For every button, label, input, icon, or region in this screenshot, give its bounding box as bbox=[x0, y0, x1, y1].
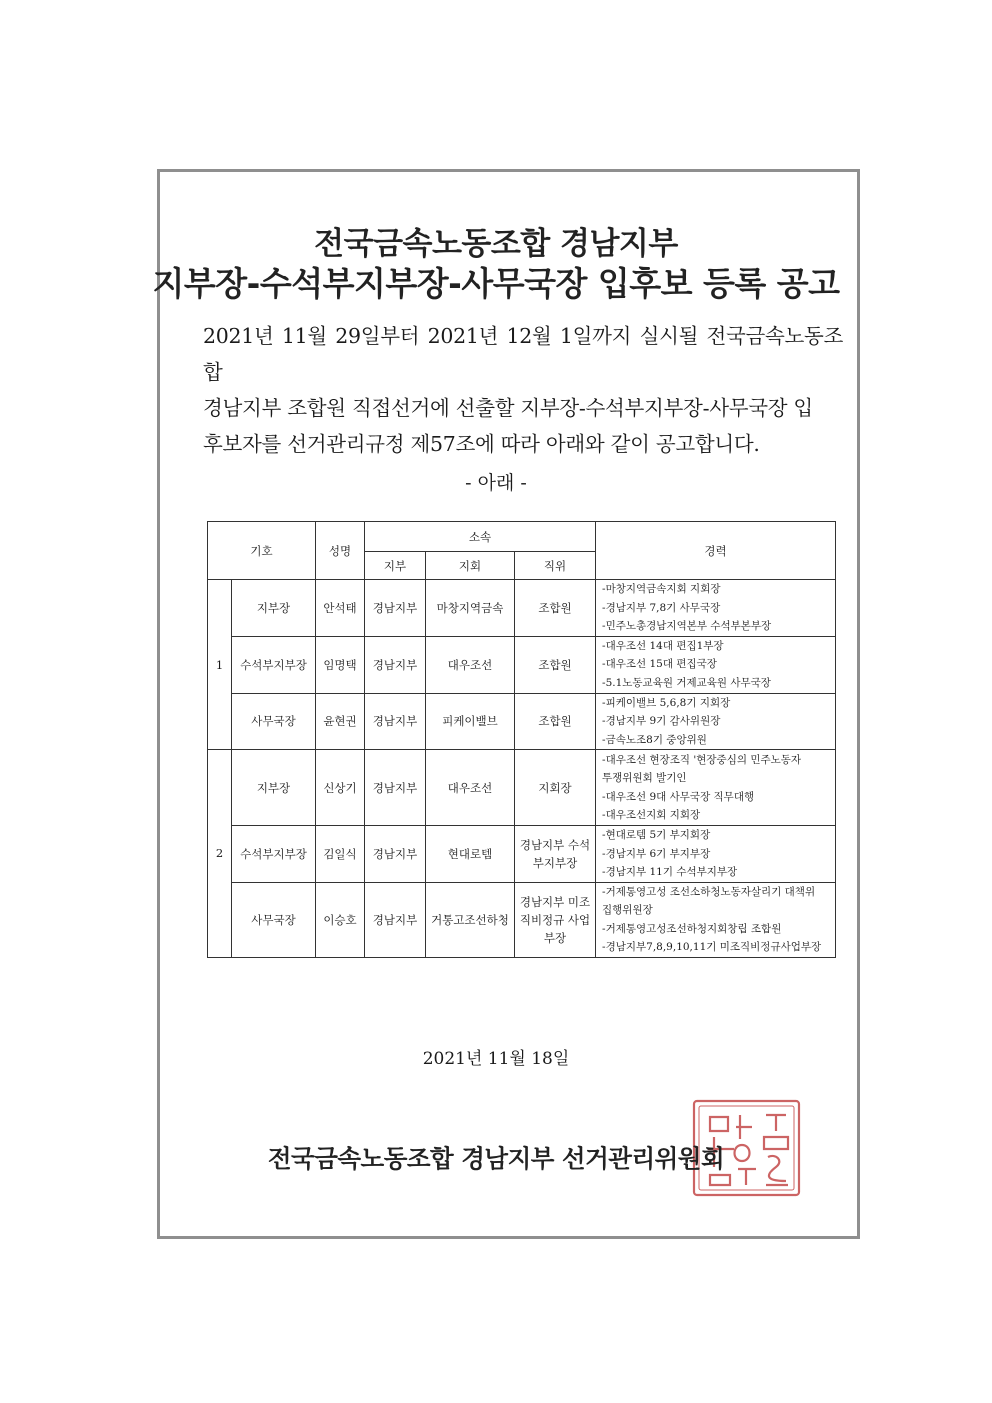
career-line: -경남지부7,8,9,10,11기 미조직비정규사업부장 bbox=[602, 941, 822, 953]
name-cell: 안석태 bbox=[316, 580, 365, 637]
chapter-cell: 마창지역금속 bbox=[426, 580, 515, 637]
role-cell: 지부장 bbox=[232, 580, 316, 637]
chapter-cell: 거통고조선하청 bbox=[426, 882, 515, 957]
position-cell: 경남지부 수석부지부장 bbox=[515, 826, 596, 883]
name-cell: 신상기 bbox=[316, 750, 365, 826]
chapter-cell: 현대로템 bbox=[426, 826, 515, 883]
candidate-number: 1 bbox=[208, 580, 232, 750]
name-cell: 이승호 bbox=[316, 882, 365, 957]
table-row bbox=[208, 693, 836, 750]
career-line: -경남지부 6기 부지부장 bbox=[602, 847, 711, 860]
career-line: -대우조선지회 지회장 bbox=[602, 809, 701, 821]
header-name: 성명 bbox=[316, 522, 365, 580]
name-cell: 김일식 bbox=[316, 826, 365, 883]
career-line: -경남지부 9기 감사위원장 bbox=[602, 715, 721, 727]
branch-cell: 경남지부 bbox=[365, 826, 426, 883]
branch-cell: 경남지부 bbox=[365, 750, 426, 826]
role-cell: 사무국장 bbox=[232, 693, 316, 750]
role-cell: 수석부지부장 bbox=[232, 826, 316, 883]
table-row bbox=[208, 580, 836, 637]
header-number: 기호 bbox=[208, 522, 316, 580]
career-line: -민주노총경남지역본부 수석부본부장 bbox=[602, 620, 772, 632]
candidate-number: 2 bbox=[208, 750, 232, 958]
position-cell: 조합원 bbox=[515, 580, 596, 637]
header-position: 직위 bbox=[515, 552, 596, 580]
career-line: -현대로템 5기 부지회장 bbox=[602, 829, 711, 841]
table-row bbox=[208, 750, 836, 826]
career-line: 투쟁위원회 발기인 bbox=[602, 772, 687, 784]
header-branch: 지부 bbox=[365, 552, 426, 580]
career-cell bbox=[596, 882, 836, 957]
body-line-3: 후보자를 선거관리규정 제57조에 따라 아래와 같이 공고합니다. bbox=[203, 432, 760, 456]
career-cell bbox=[596, 693, 836, 750]
body-line-2: 경남지부 조합원 직접선거에 선출할 지부장-수석부지부장-사무국장 입 bbox=[203, 396, 813, 420]
career-line: -대우조선 9대 사무국장 직무대행 bbox=[602, 790, 755, 803]
candidate-table bbox=[207, 521, 836, 958]
career-line: -대우조선 14대 편집1부장 bbox=[602, 639, 724, 652]
career-line: 집행위원장 bbox=[602, 904, 653, 916]
role-cell: 수석부지부장 bbox=[232, 636, 316, 693]
career-cell bbox=[596, 636, 836, 693]
table-row bbox=[208, 826, 836, 883]
title-line-2: 지부장-수석부지부장-사무국장 입후보 등록 공고 bbox=[152, 264, 840, 303]
career-cell bbox=[596, 580, 836, 637]
role-cell: 사무국장 bbox=[232, 882, 316, 957]
branch-cell: 경남지부 bbox=[365, 693, 426, 750]
branch-cell: 경남지부 bbox=[365, 882, 426, 957]
announcement-body bbox=[203, 318, 843, 462]
header-affiliation: 소속 bbox=[365, 522, 596, 552]
header-career: 경력 bbox=[596, 522, 836, 580]
career-line: -대우조선 15대 편집국장 bbox=[602, 658, 717, 671]
career-line: -거제통영고성 조선소하청노동자살리기 대책위 bbox=[602, 885, 816, 898]
name-cell: 임명택 bbox=[316, 636, 365, 693]
branch-cell: 경남지부 bbox=[365, 580, 426, 637]
body-line-1: 2021년 11월 29일부터 2021년 12월 1일까지 실시될 전국금속노동조합 bbox=[203, 324, 843, 384]
title-line-1: 전국금속노동조합 경남지부 bbox=[314, 226, 678, 262]
position-cell: 조합원 bbox=[515, 693, 596, 750]
career-line: -금속노조8기 중앙위원 bbox=[602, 733, 707, 746]
table-row bbox=[208, 636, 836, 693]
career-line: -피케이밸브 5,6,8기 지회장 bbox=[602, 696, 731, 709]
career-line: -경남지부 7,8기 사무국장 bbox=[602, 601, 721, 614]
subheading: - 아래 - bbox=[465, 472, 527, 494]
career-cell bbox=[596, 750, 836, 826]
career-line: -경남지부 11기 수석부지부장 bbox=[602, 866, 738, 878]
name-cell: 윤현권 bbox=[316, 693, 365, 750]
career-line: -마창지역금속지회 지회장 bbox=[602, 583, 721, 595]
role-cell: 지부장 bbox=[232, 750, 316, 826]
candidate-table-body bbox=[208, 580, 836, 958]
table-row bbox=[208, 882, 836, 957]
announcement-date: 2021년 11월 18일 bbox=[422, 1049, 570, 1069]
career-line: -거제통영고성조선하청지회창립 조합원 bbox=[602, 922, 782, 935]
position-cell: 조합원 bbox=[515, 636, 596, 693]
header-chapter: 지회 bbox=[426, 552, 515, 580]
chapter-cell: 피케이밸브 bbox=[426, 693, 515, 750]
branch-cell: 경남지부 bbox=[365, 636, 426, 693]
career-cell bbox=[596, 826, 836, 883]
career-line: -대우조선 현장조직 '현장중심의 민주노동자 bbox=[602, 753, 802, 766]
career-line: -5.1노동교육원 거제교육원 사무국장 bbox=[602, 676, 771, 689]
chapter-cell: 대우조선 bbox=[426, 636, 515, 693]
position-cell: 지회장 bbox=[515, 750, 596, 826]
position-cell: 경남지부 미조직비정규 사업부장 bbox=[515, 882, 596, 957]
chapter-cell: 대우조선 bbox=[426, 750, 515, 826]
issuer-name: 전국금속노동조합 경남지부 선거관리위원회 bbox=[267, 1144, 725, 1173]
